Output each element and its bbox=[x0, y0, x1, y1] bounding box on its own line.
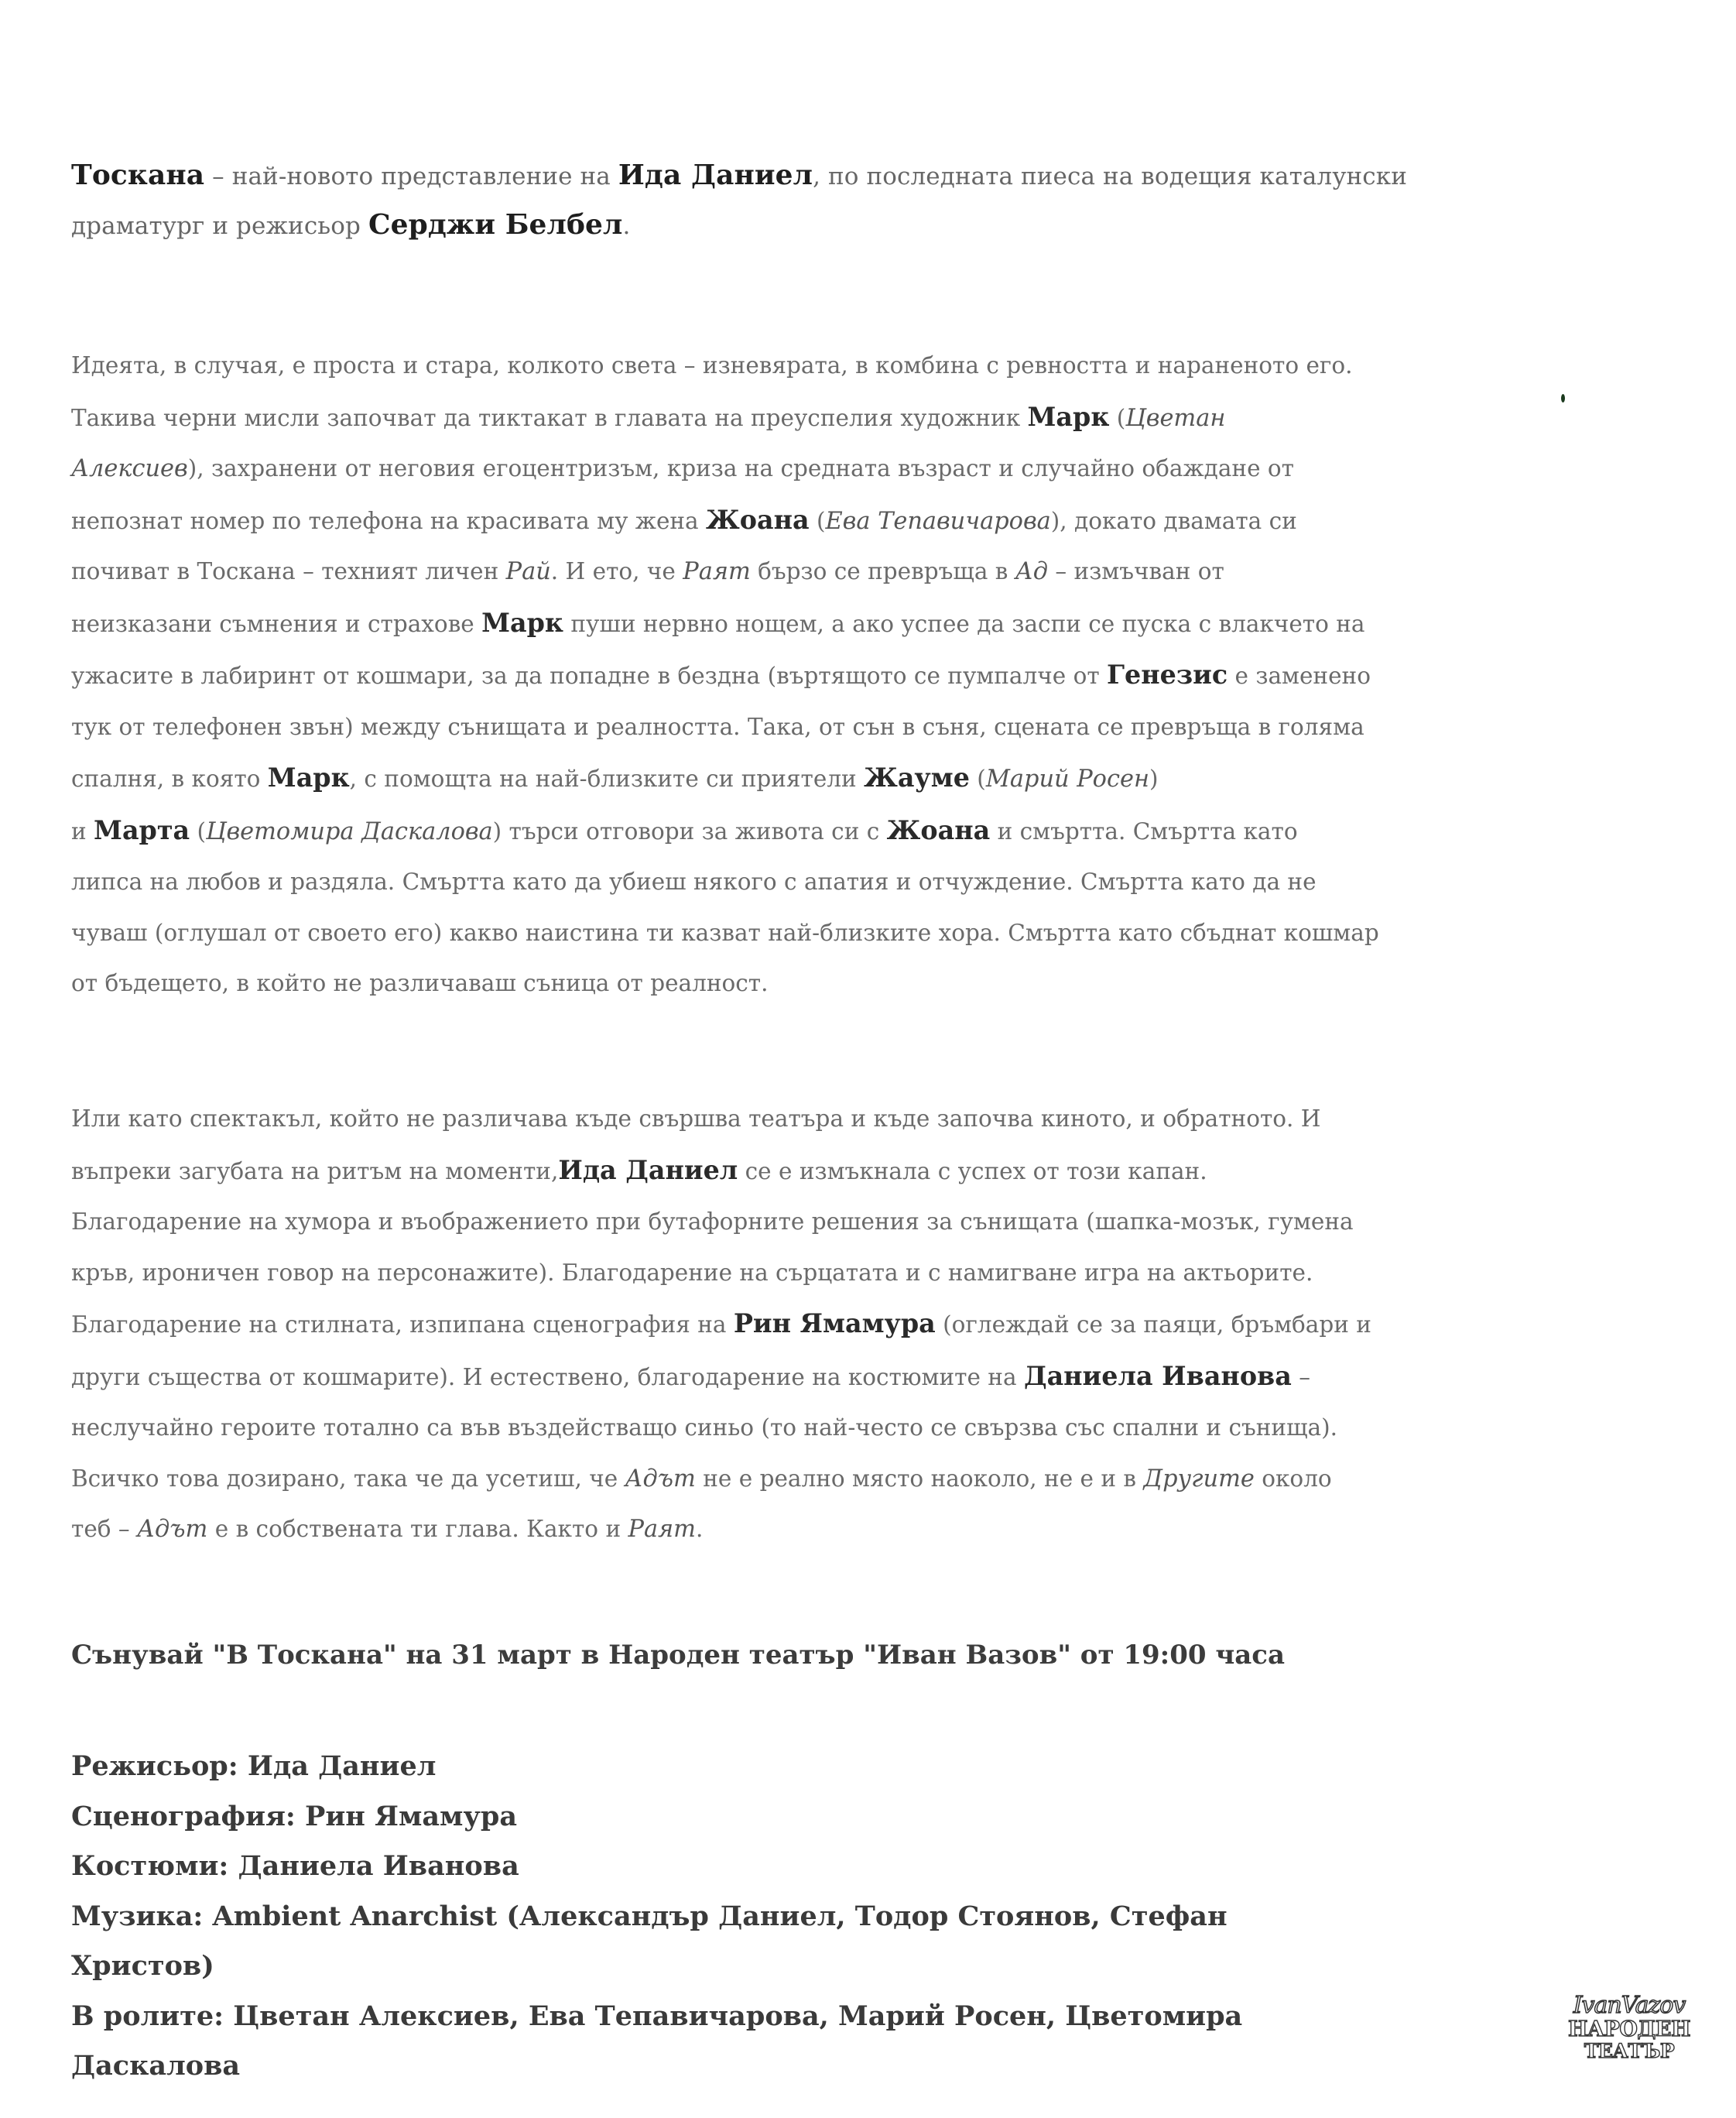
text-line bbox=[71, 1298, 1580, 1351]
italic-text: Цветан bbox=[1125, 404, 1226, 432]
text-run: , с помощта на най-близките си приятели bbox=[349, 766, 865, 792]
text-run: почиват в Тоскана – техният личен bbox=[71, 558, 506, 584]
intro-paragraph bbox=[71, 151, 1573, 250]
national-theatre-logo bbox=[1563, 1993, 1695, 2079]
credits-block bbox=[71, 1742, 1542, 2092]
text-run: . bbox=[695, 1516, 704, 1542]
bold-name: Рин Ямамура bbox=[733, 1308, 936, 1338]
text-run: не е реално място наоколо, не е и в bbox=[695, 1465, 1144, 1492]
text-run: е в собствената ти глава. Както и bbox=[207, 1516, 628, 1542]
text-run: и bbox=[71, 817, 94, 845]
scan-speck bbox=[1561, 394, 1565, 403]
text-run: . bbox=[622, 212, 631, 240]
logo-line-2: ТЕАТЪР bbox=[1584, 2040, 1675, 2062]
text-run: Благодарение на хумора и въображението при бутафорните решения за сънищата (шапка-мозък, гумена bbox=[71, 1208, 1354, 1235]
text-run: е заменено bbox=[1228, 663, 1371, 689]
credit-cast-cont: Даскалова bbox=[71, 2050, 241, 2082]
credit-scenography: Сценография: Рин Ямамура bbox=[71, 1800, 518, 1832]
text-line bbox=[71, 1403, 1580, 1454]
text-run: около bbox=[1254, 1465, 1332, 1492]
text-line bbox=[71, 1454, 1580, 1505]
text-run: ( bbox=[969, 766, 986, 792]
italic-text: Ева Тепавичарова bbox=[825, 507, 1051, 535]
text-run: неслучайно героите тотално са във въздействащо синьо (то най-често се свързва със спални и сънища). bbox=[71, 1414, 1337, 1441]
bold-name: Марта bbox=[94, 814, 190, 845]
text-line bbox=[71, 1094, 1580, 1145]
review-paragraph-2 bbox=[71, 1094, 1580, 1555]
text-line bbox=[71, 341, 1580, 392]
bold-name: Жауме bbox=[864, 763, 970, 793]
text-run: въпреки загубата на ритъм на моменти, bbox=[71, 1157, 559, 1184]
text-run: драматург и режисьор bbox=[71, 212, 368, 240]
text-run: бързо се превръща в bbox=[750, 558, 1015, 584]
text-run: и смъртта. Смъртта като bbox=[990, 817, 1298, 845]
bold-name: Генезис bbox=[1107, 660, 1228, 690]
intro-line bbox=[71, 151, 1573, 200]
text-run: кръв, ироничен говор на персонажите). Благодарение на сърцатата и с намигване игра на актьорите. bbox=[71, 1259, 1313, 1286]
text-run: Или като спектакъл, който не различава къде свършва театъра и къде започва киното, и обратното. И bbox=[71, 1105, 1321, 1132]
bold-name: Серджи Белбел bbox=[368, 208, 623, 241]
text-line bbox=[71, 908, 1580, 959]
text-run: ) bbox=[1149, 766, 1159, 792]
text-run: ), захранени от неговия егоцентризъм, криза на средната възраст и случайно обаждане от bbox=[187, 455, 1294, 482]
text-run: тук от телефонен звън) между сънищата и реалността. Така, от сън в съня, сцената се превръща в голяма bbox=[71, 713, 1364, 740]
text-line bbox=[71, 1248, 1580, 1299]
text-run: се е измъкнала с успех от този капан. bbox=[738, 1157, 1207, 1184]
text-run: ( bbox=[1109, 404, 1126, 431]
italic-text: Ад bbox=[1015, 558, 1049, 585]
italic-text: Адът bbox=[137, 1516, 208, 1543]
text-run: непознат номер по телефона на красивата му жена bbox=[71, 507, 707, 534]
bold-name: Ида Даниел bbox=[558, 1154, 738, 1185]
text-line bbox=[71, 1145, 1580, 1198]
text-line bbox=[71, 649, 1580, 702]
text-line bbox=[71, 547, 1580, 598]
text-run: ), докато двамата си bbox=[1050, 507, 1297, 534]
credit-music-cont: Христов) bbox=[71, 1950, 214, 1982]
intro-line bbox=[71, 200, 1573, 250]
text-run: спалня, в която bbox=[71, 766, 268, 792]
text-line bbox=[71, 598, 1580, 650]
italic-text: Алексиев bbox=[71, 455, 188, 482]
text-run: от бъдещето, в който не различаваш съница от реалност. bbox=[71, 970, 769, 996]
logo-line-1: НАРОДЕН bbox=[1568, 2017, 1690, 2041]
text-run: чуваш (оглушал от своето его) какво наистина ти казват най-близките хора. Смъртта като сбъднат кошмар bbox=[71, 919, 1379, 946]
text-run: Идеята, в случая, е проста и стара, колкото света – изневярата, в комбина с ревността и нараненото его. bbox=[71, 352, 1353, 379]
text-line bbox=[71, 857, 1580, 908]
bold-name: Жоана bbox=[706, 504, 810, 535]
text-run: теб – bbox=[71, 1516, 138, 1542]
text-line bbox=[71, 392, 1580, 444]
logo-signature: IvanVazov bbox=[1573, 1992, 1686, 2019]
italic-text: Рай bbox=[505, 558, 551, 585]
bold-name: Даниела Иванова bbox=[1023, 1360, 1292, 1391]
credit-director: Режисьор: Ида Даниел bbox=[71, 1750, 437, 1782]
text-line bbox=[71, 1504, 1580, 1555]
text-run: , по последната пиеса на водещия каталунски bbox=[813, 163, 1407, 190]
text-run: ( bbox=[190, 817, 206, 845]
text-run: . И ето, че bbox=[550, 558, 683, 584]
credit-cast: В ролите: Цветан Алексиев, Ева Тепавичарова, Марий Росен, Цветомира bbox=[71, 2000, 1243, 2032]
text-line bbox=[71, 702, 1580, 753]
credit-music: Музика: Ambient Anarchist (Александър Даниел, Тодор Стоянов, Стефан bbox=[71, 1900, 1228, 1932]
text-line bbox=[71, 444, 1580, 495]
bold-name: Тоскана bbox=[71, 159, 205, 191]
bold-name: Жоана bbox=[886, 814, 991, 845]
italic-text: Раят bbox=[628, 1516, 696, 1543]
text-run: неизказани съмнения и страхове bbox=[71, 610, 482, 637]
text-line bbox=[71, 805, 1580, 858]
text-run: (оглеждай се за паяци, бръмбари и bbox=[935, 1311, 1371, 1338]
text-line bbox=[71, 1197, 1580, 1248]
text-line bbox=[71, 1351, 1580, 1403]
invitation-line: Сънувай "В Тоскана" на 31 март в Народен театър "Иван Вазов" от 19:00 часа bbox=[71, 1640, 1286, 1671]
bold-name: Ида Даниел bbox=[618, 159, 813, 191]
bold-name: Марк bbox=[267, 763, 350, 793]
text-run: ) търси отговори за живота си с bbox=[492, 817, 887, 845]
text-run: – най-новото представление на bbox=[204, 163, 618, 190]
italic-text: Адът bbox=[625, 1465, 696, 1493]
credit-costumes: Костюми: Даниела Иванова bbox=[71, 1850, 519, 1882]
text-run: липса на любов и раздяла. Смъртта като да убиеш някого с апатия и отчуждение. Смъртта като да не bbox=[71, 869, 1317, 895]
text-line bbox=[71, 495, 1580, 547]
text-run: – bbox=[1291, 1363, 1310, 1390]
text-line bbox=[71, 958, 1580, 1009]
italic-text: Другите bbox=[1143, 1465, 1255, 1493]
text-run: Благодарение на стилната, изпипана сценография на bbox=[71, 1311, 734, 1338]
text-run: Такива черни мисли започват да тиктакат в главата на преуспелия художник bbox=[71, 404, 1028, 431]
bold-name: Марк bbox=[1027, 401, 1110, 432]
text-run: Всичко това дозирано, така че да усетиш, че bbox=[71, 1465, 625, 1492]
italic-text: Раят bbox=[683, 558, 751, 585]
text-run: други същества от кошмарите). И естествено, благодарение на костюмите на bbox=[71, 1363, 1024, 1390]
text-run: ужасите в лабиринт от кошмари, за да попадне в бездна (въртящото се пумпалче от bbox=[71, 663, 1108, 689]
italic-text: Цветомира Даскалова bbox=[205, 817, 493, 845]
text-run: ( bbox=[809, 507, 826, 534]
text-run: пуши нервно нощем, а ако успее да заспи се пуска с влакчето на bbox=[563, 610, 1365, 637]
bold-name: Марк bbox=[481, 607, 563, 638]
italic-text: Марий Росен bbox=[985, 766, 1149, 793]
review-paragraph-1 bbox=[71, 341, 1580, 1009]
text-run: – измъчван от bbox=[1048, 558, 1224, 584]
text-line bbox=[71, 752, 1580, 805]
